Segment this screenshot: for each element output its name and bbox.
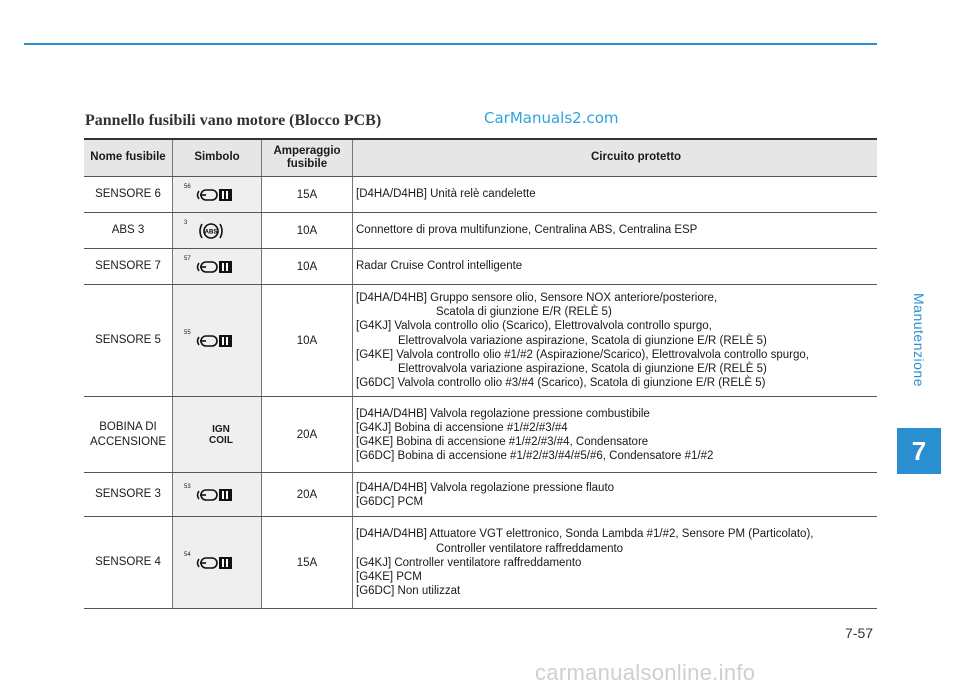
fuse-name: ABS 3 xyxy=(84,213,173,249)
symbol-number: 57 xyxy=(184,255,191,262)
symbol-number: 55 xyxy=(184,329,191,336)
circuit-line: Elettrovalvola variazione aspirazione, Scatola di giunzione E/R (RELÈ 5) xyxy=(398,334,767,347)
fuse-symbol xyxy=(173,517,262,609)
fuse-amperage: 10A xyxy=(262,285,353,397)
page-number: 7-57 xyxy=(845,625,874,641)
circuit-line: [G4KE] Bobina di accensione #1/#2/#3/#4, Condensatore xyxy=(356,435,649,448)
header-symbol: Simbolo xyxy=(173,139,262,177)
circuit-line: [G4KJ] Bobina di accensione #1/#2/#3/#4 xyxy=(356,421,568,434)
table-row xyxy=(84,285,877,397)
symbol-number: 3 xyxy=(184,219,188,226)
symbol-text-line1: IGN xyxy=(212,423,230,435)
header-circuit: Circuito protetto xyxy=(353,139,878,177)
table-row xyxy=(84,397,877,473)
table-header-row xyxy=(84,139,877,177)
circuit-line: [G6DC] Bobina di accensione #1/#2/#3/#4/#5/#6, Condensatore #1/#2 xyxy=(356,450,714,463)
sensor-fuse-icon xyxy=(196,187,234,206)
abs-fuse-icon xyxy=(198,220,224,245)
site-footer: carmanualsonline.info xyxy=(535,660,756,685)
fuse-name-line1: BOBINA DI xyxy=(99,420,157,433)
fuse-name: SENSORE 3 xyxy=(84,473,173,517)
circuit-line: [G4KE] Valvola controllo olio #1/#2 (Aspirazione/Scarico), Elettrovalvola controllo spurgo, xyxy=(356,348,809,361)
table-row xyxy=(84,517,877,609)
fuse-symbol xyxy=(173,249,262,285)
circuit-line: Controller ventilatore raffreddamento xyxy=(436,542,624,555)
fuse-name: SENSORE 5 xyxy=(84,285,173,397)
table-row xyxy=(84,473,877,517)
circuit-line: [G6DC] PCM xyxy=(356,495,424,508)
sensor-fuse-icon xyxy=(196,259,234,278)
sensor-fuse-icon xyxy=(196,555,234,574)
fuse-amperage: 10A xyxy=(262,249,353,285)
side-label-text: Manutenzione xyxy=(911,293,927,387)
chapter-tab: 7 xyxy=(897,428,941,474)
protected-circuit xyxy=(353,285,878,397)
fuse-name: SENSORE 7 xyxy=(84,249,173,285)
symbol-text-line2: COIL xyxy=(209,434,233,446)
section-title: Pannello fusibili vano motore (Blocco PCB) xyxy=(85,112,382,129)
fuse-name-line2: ACCENSIONE xyxy=(89,435,167,448)
circuit-line: [D4HA/D4HB] Valvola regolazione pressione flauto xyxy=(356,481,615,494)
circuit-line: [G4KJ] Controller ventilatore raffreddamento xyxy=(356,556,582,569)
protected-circuit xyxy=(353,213,878,249)
ign-coil-symbol xyxy=(181,424,261,446)
fuse-symbol xyxy=(173,213,262,249)
sensor-fuse-icon xyxy=(196,333,234,352)
fuse-symbol xyxy=(173,473,262,517)
fuse-amperage: 10A xyxy=(262,213,353,249)
side-label xyxy=(897,250,941,430)
header-name: Nome fusibile xyxy=(84,139,173,177)
fuse-table xyxy=(84,138,877,609)
header-amperage xyxy=(262,139,353,177)
circuit-line: Connettore di prova multifunzione, Centralina ABS, Centralina ESP xyxy=(356,224,698,237)
fuse-amperage: 15A xyxy=(262,177,353,213)
fuse-amperage: 20A xyxy=(262,397,353,473)
header-amperage-line1: Amperaggio xyxy=(273,144,341,157)
fuse-amperage: 15A xyxy=(262,517,353,609)
circuit-line: [G6DC] Valvola controllo olio #3/#4 (Scarico), Scatola di giunzione E/R (RELÈ 5) xyxy=(356,377,766,390)
circuit-line: [D4HA/D4HB] Unità relè candelette xyxy=(356,188,536,201)
protected-circuit xyxy=(353,249,878,285)
sensor-fuse-icon xyxy=(196,487,234,506)
symbol-number: 56 xyxy=(184,183,191,190)
fuse-symbol xyxy=(173,397,262,473)
circuit-line: [D4HA/D4HB] Attuatore VGT elettronico, Sonda Lambda #1/#2, Sensore PM (Particolato), xyxy=(356,528,814,541)
circuit-line: [D4HA/D4HB] Valvola regolazione pressione combustibile xyxy=(356,407,650,420)
symbol-number: 53 xyxy=(184,483,191,490)
fuse-symbol xyxy=(173,285,262,397)
svg-text:ABS: ABS xyxy=(204,229,218,235)
fuse-symbol xyxy=(173,177,262,213)
header-amperage-line2: fusibile xyxy=(286,158,328,170)
protected-circuit xyxy=(353,397,878,473)
table-row xyxy=(84,177,877,213)
symbol-number: 54 xyxy=(184,551,191,558)
circuit-line: Scatola di giunzione E/R (RELÈ 5) xyxy=(436,306,612,319)
top-rule xyxy=(24,43,877,45)
fuse-name xyxy=(84,397,173,473)
circuit-line: [G6DC] Non utilizzat xyxy=(356,585,461,598)
protected-circuit xyxy=(353,517,878,609)
protected-circuit xyxy=(353,177,878,213)
circuit-line: [G4KE] PCM xyxy=(356,571,422,584)
circuit-line: Elettrovalvola variazione aspirazione, Scatola di giunzione E/R (RELÈ 5) xyxy=(398,363,767,376)
table-row xyxy=(84,213,877,249)
circuit-line: [D4HA/D4HB] Gruppo sensore olio, Sensore NOX anteriore/posteriore, xyxy=(356,292,718,304)
watermark: CarManuals2.com xyxy=(484,109,619,127)
protected-circuit xyxy=(353,473,878,517)
circuit-line: Radar Cruise Control intelligente xyxy=(356,260,523,273)
fuse-name: SENSORE 4 xyxy=(84,517,173,609)
circuit-line: [G4KJ] Valvola controllo olio (Scarico), Elettrovalvola controllo spurgo, xyxy=(356,320,712,333)
fuse-name: SENSORE 6 xyxy=(84,177,173,213)
fuse-amperage: 20A xyxy=(262,473,353,517)
table-row xyxy=(84,249,877,285)
